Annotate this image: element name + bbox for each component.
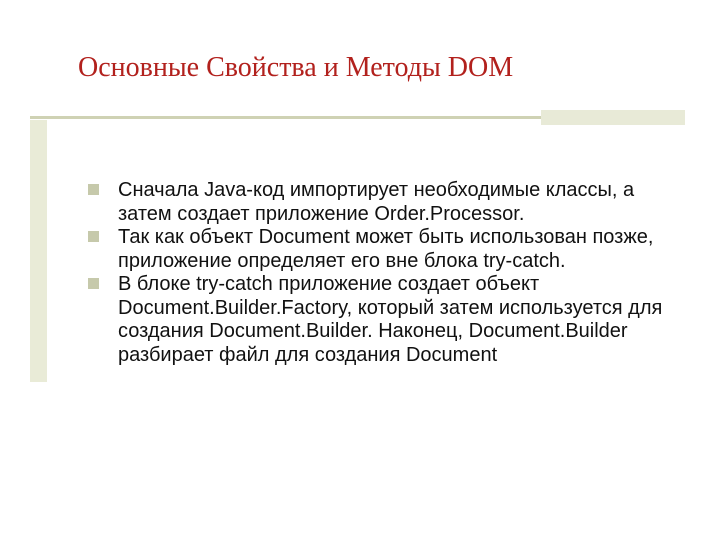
bullet-item <box>88 273 688 367</box>
bullet-list <box>88 179 688 367</box>
square-bullet-icon <box>88 278 99 289</box>
slide-title: Основные Свойства и Методы DOM <box>78 52 514 83</box>
bullet-text: Так как объект Document может быть использован позже, приложение определяет его вне блока try-catch. <box>118 226 654 272</box>
decorative-left-bar <box>30 120 47 382</box>
divider-accent-block <box>541 110 685 125</box>
square-bullet-icon <box>88 184 99 195</box>
bullet-text: В блоке try-catch приложение создает объект Document.Builder.Factory, который затем используется для создания Document.Builder. Наконец, Document.Builder разбирает файл для создания Document <box>118 273 663 366</box>
square-bullet-icon <box>88 231 99 242</box>
bullet-item <box>88 179 688 226</box>
bullet-item <box>88 226 688 273</box>
bullet-text: Сначала Java-код импортирует необходимые классы, а затем создает приложение Order.Processor. <box>118 179 635 225</box>
